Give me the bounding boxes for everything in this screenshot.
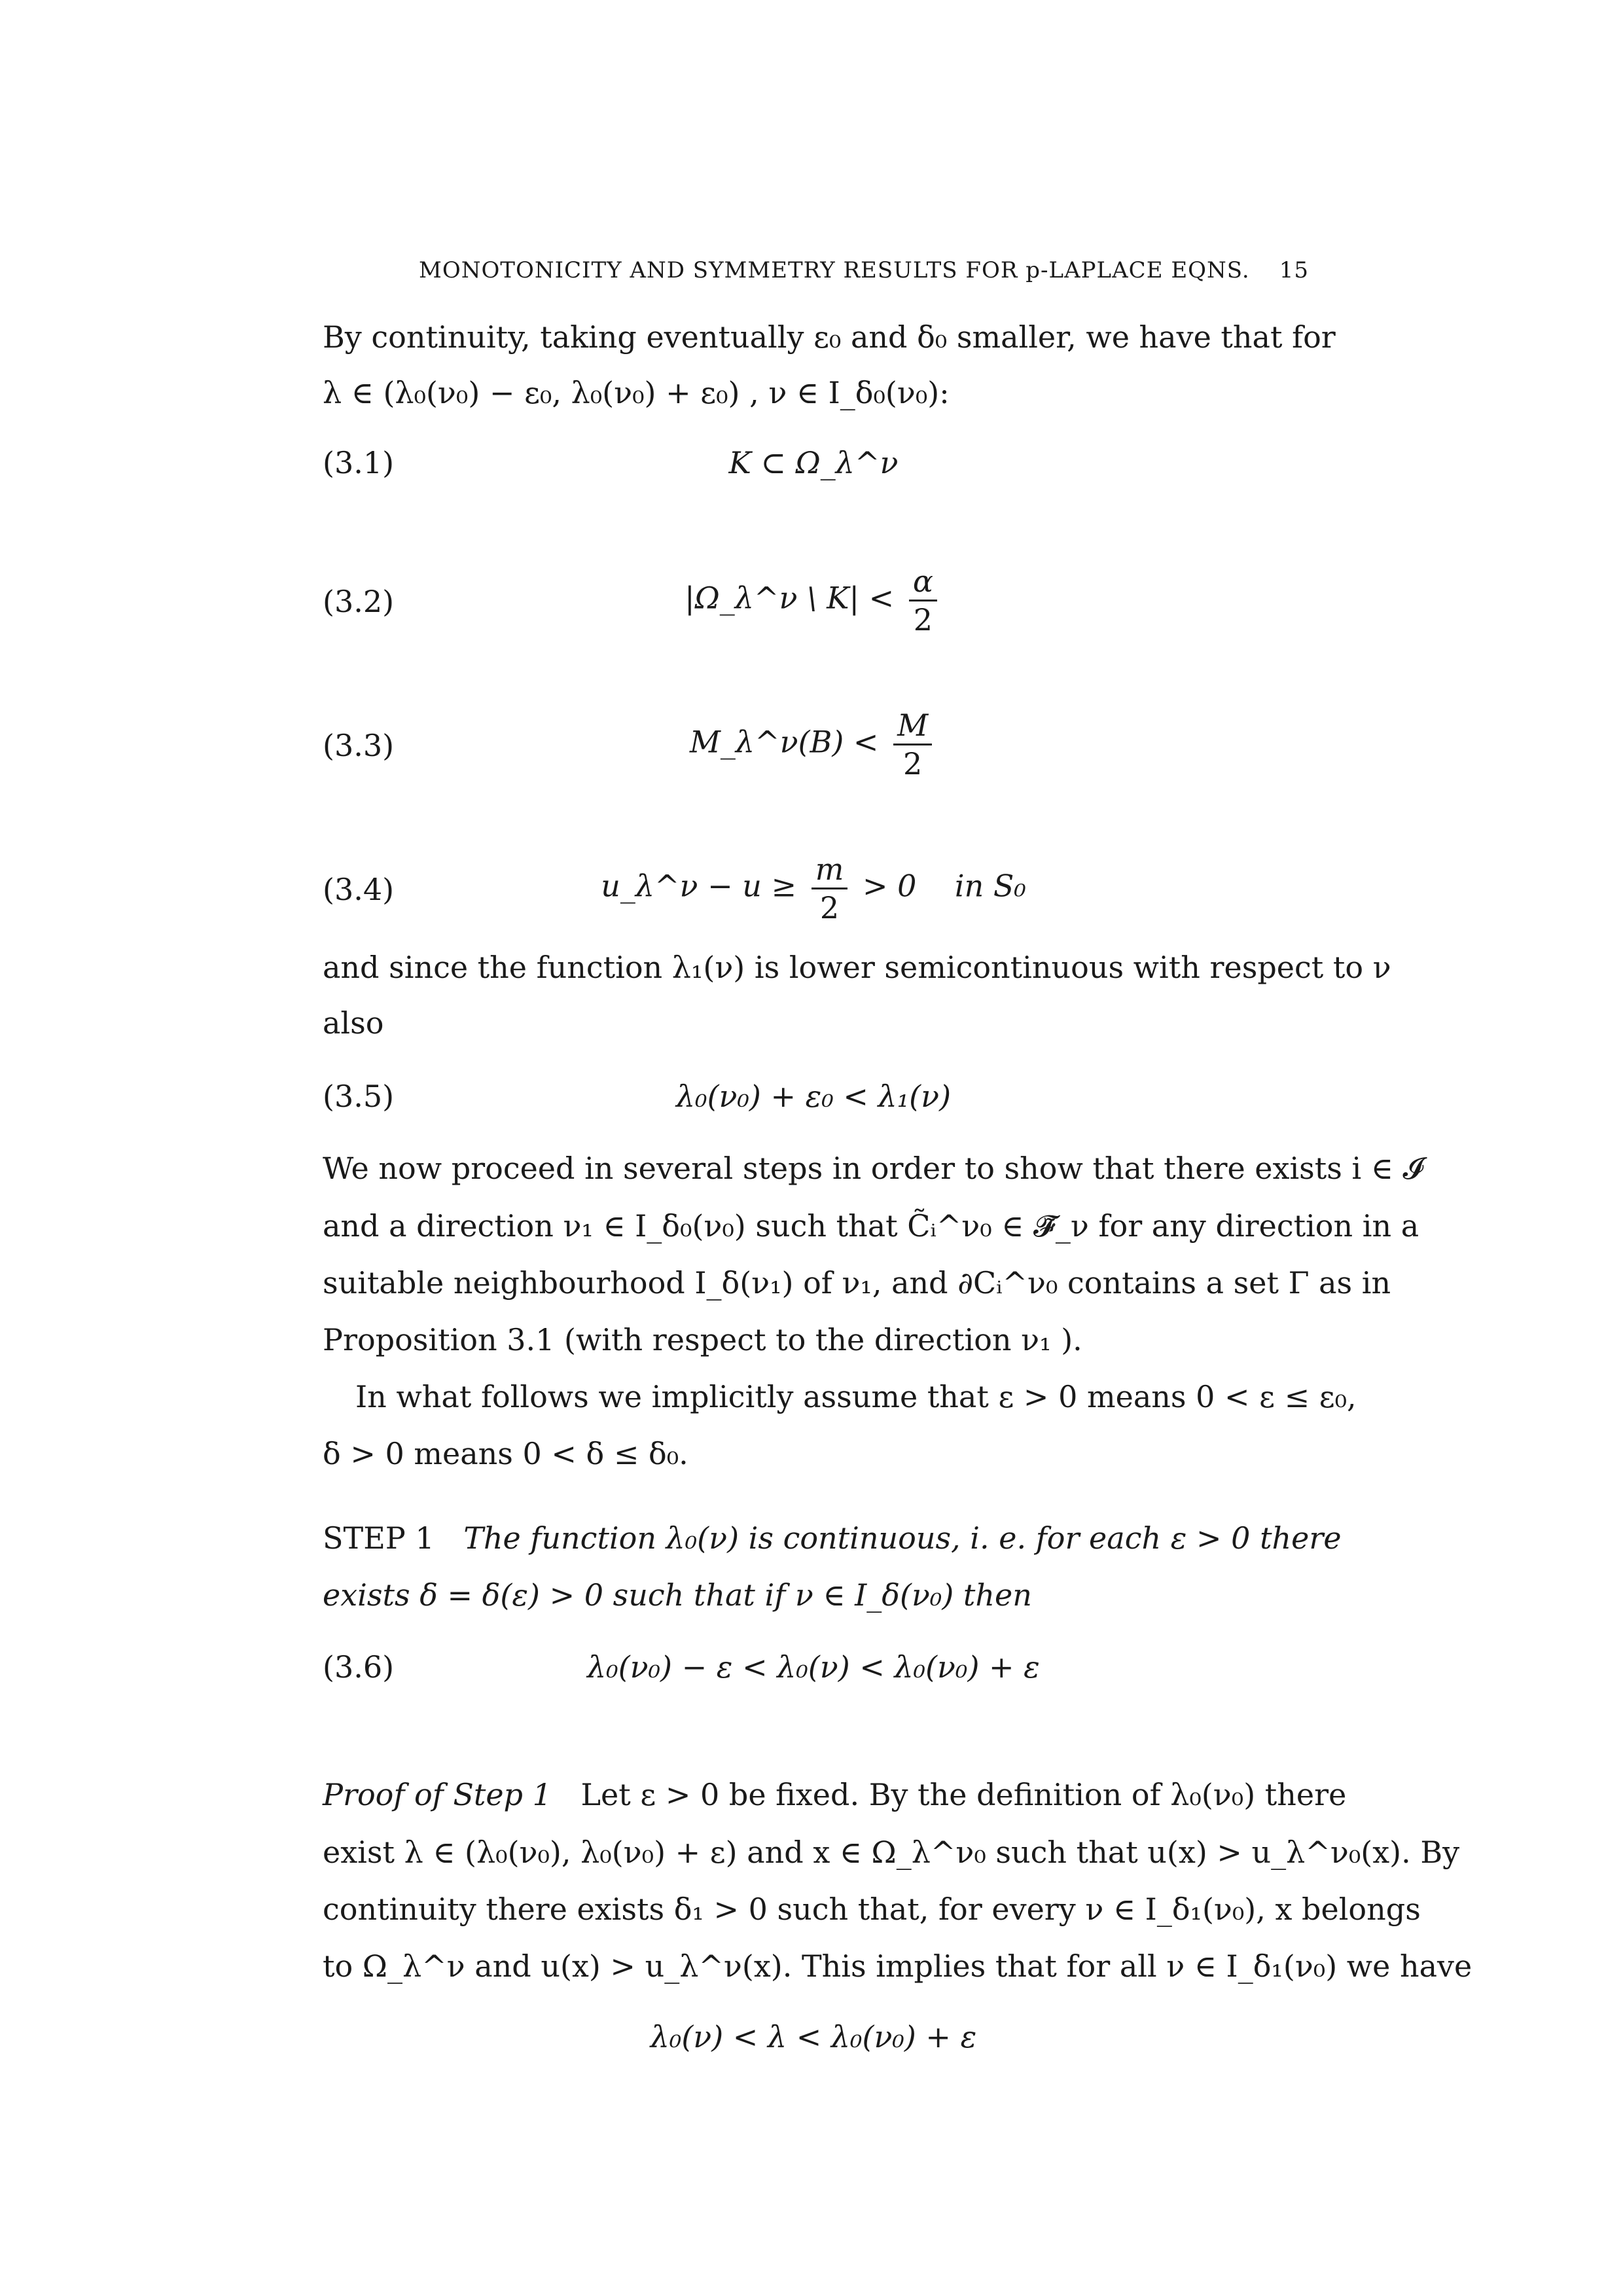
proof-line-3: continuity there exists δ₁ > 0 such that, for every ν ∈ I_δ₁(ν₀), x belongs bbox=[323, 1892, 1421, 1927]
fraction-numerator: α bbox=[909, 563, 937, 601]
equation-label: (3.2) bbox=[323, 584, 395, 619]
equation-label: (3.4) bbox=[323, 872, 395, 907]
fraction-denominator: 2 bbox=[913, 602, 933, 637]
equation-label: (3.1) bbox=[323, 445, 395, 480]
equation-3-2 bbox=[323, 563, 1304, 641]
proof-label: Proof of Step 1 bbox=[323, 1777, 552, 1812]
para2-line-4: Proposition 3.1 (with respect to the direction ν₁ ). bbox=[323, 1322, 1082, 1357]
fraction-denominator: 2 bbox=[819, 890, 840, 925]
equation-rhs: > 0 in S₀ bbox=[862, 868, 1026, 904]
step1-line-1 bbox=[323, 1518, 1342, 1558]
fraction bbox=[812, 851, 848, 926]
step1-line-2: exists δ = δ(ε) > 0 such that if ν ∈ I_δ(ν₀) then bbox=[323, 1577, 1032, 1613]
equation-3-4 bbox=[323, 851, 1304, 929]
equation-body: K ⊂ Ω_λ^ν bbox=[728, 445, 899, 480]
proof-line-2: exist λ ∈ (λ₀(ν₀), λ₀(ν₀) + ε) and x ∈ Ω_λ^ν₀ such that u(x) > u_λ^ν₀(x). By bbox=[323, 1835, 1460, 1870]
para1-line-1: and since the function λ₁(ν) is lower semicontinuous with respect to ν bbox=[323, 950, 1391, 985]
equation-body bbox=[323, 563, 1304, 638]
equation-3-1 bbox=[323, 445, 1304, 524]
equation-body bbox=[323, 851, 1304, 926]
para3-line-2: δ > 0 means 0 < δ ≤ δ₀. bbox=[323, 1436, 688, 1471]
equation-body: λ₀(ν) < λ < λ₀(ν₀) + ε bbox=[650, 2019, 977, 2054]
proof-line-1 bbox=[323, 1775, 1347, 1814]
running-header bbox=[419, 257, 1309, 283]
para1-line-2: also bbox=[323, 1005, 384, 1041]
intro-line-1: By continuity, taking eventually ε₀ and δ₀ smaller, we have that for bbox=[323, 319, 1336, 355]
page-number: 15 bbox=[1279, 257, 1309, 283]
step-statement: The function λ₀(ν) is continuous, i. e. for each ε > 0 there bbox=[463, 1520, 1342, 1556]
equation-body: λ₀(ν₀) + ε₀ < λ₁(ν) bbox=[675, 1079, 952, 1114]
step-label: STEP 1 bbox=[323, 1520, 435, 1556]
fraction-numerator: m bbox=[812, 851, 848, 889]
equation-body bbox=[323, 707, 1304, 782]
proof-line-4: to Ω_λ^ν and u(x) > u_λ^ν(x). This implies that for all ν ∈ I_δ₁(ν₀) we have bbox=[323, 1948, 1472, 1984]
para2-line-3: suitable neighbourhood I_δ(ν₁) of ν₁, and ∂Cᵢ^ν₀ contains a set Γ as in bbox=[323, 1265, 1391, 1300]
equation-3-3 bbox=[323, 707, 1304, 785]
fraction bbox=[893, 707, 932, 782]
para2-line-2: and a direction ν₁ ∈ I_δ₀(ν₀) such that C̃ᵢ^ν₀ ∈ 𝓕̃_ν for any direction in a bbox=[323, 1208, 1419, 1244]
equation-body: λ₀(ν₀) − ε < λ₀(ν) < λ₀(ν₀) + ε bbox=[587, 1649, 1040, 1685]
equation-lhs: M_λ^ν(B) < bbox=[689, 724, 879, 760]
para2-line-1: We now proceed in several steps in order to show that there exists i ∈ 𝓘 bbox=[323, 1151, 1423, 1186]
header-title: MONOTONICITY AND SYMMETRY RESULTS FOR p-LAPLACE EQNS. bbox=[419, 257, 1250, 283]
equation-label: (3.6) bbox=[323, 1649, 395, 1685]
proof-text: Let ε > 0 be fixed. By the definition of λ₀(ν₀) there bbox=[580, 1777, 1347, 1812]
fraction-denominator: 2 bbox=[902, 746, 923, 781]
equation-lhs: |Ω_λ^ν \ K| < bbox=[685, 580, 895, 616]
para3-line-1: In what follows we implicitly assume that ε > 0 means 0 < ε ≤ ε₀, bbox=[355, 1379, 1357, 1414]
fraction bbox=[909, 563, 937, 638]
fraction-numerator: M bbox=[893, 707, 932, 745]
equation-lhs: u_λ^ν − u ≥ bbox=[601, 868, 797, 904]
equation-3-5 bbox=[323, 1079, 1304, 1157]
equation-3-6 bbox=[323, 1649, 1304, 1728]
equation-display bbox=[323, 2019, 1304, 2098]
intro-line-2: λ ∈ (λ₀(ν₀) − ε₀, λ₀(ν₀) + ε₀) , ν ∈ I_δ₀(ν₀): bbox=[323, 375, 950, 410]
equation-label: (3.5) bbox=[323, 1079, 395, 1114]
equation-label: (3.3) bbox=[323, 728, 395, 763]
